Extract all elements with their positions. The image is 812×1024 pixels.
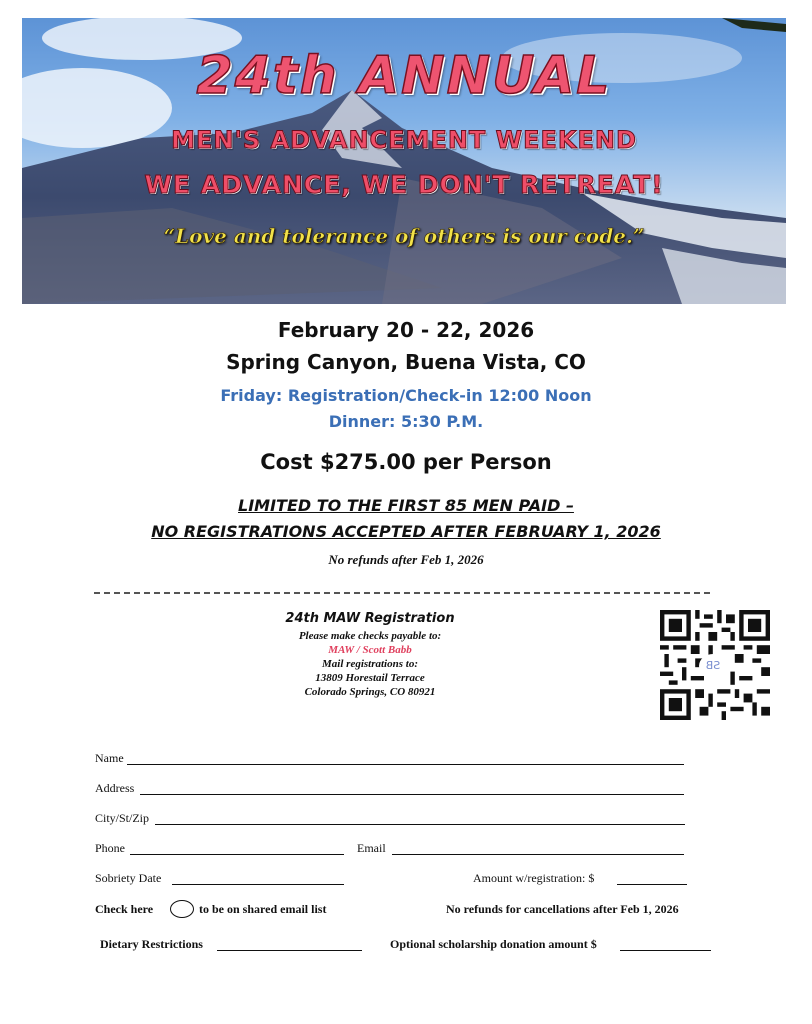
city-st-zip-field[interactable] xyxy=(155,824,685,825)
registration-time: Friday: Registration/Check-in 12:00 Noon xyxy=(220,386,592,405)
scholarship-field[interactable] xyxy=(620,950,711,951)
dietary-field[interactable] xyxy=(217,950,362,951)
address-field[interactable] xyxy=(140,794,684,795)
name-field[interactable] xyxy=(127,764,684,765)
email-label: Email xyxy=(357,841,386,855)
no-refunds-note: No refunds after Feb 1, 2026 xyxy=(328,552,484,567)
mail-city: Colorado Springs, CO 80921 xyxy=(304,686,436,698)
city-st-zip-label: City/St/Zip xyxy=(95,811,150,825)
banner-quote: “Love and tolerance of others is our code.” xyxy=(163,224,645,248)
event-cost: Cost $275.00 per Person xyxy=(260,450,552,474)
cut-line xyxy=(94,592,710,594)
banner-title: 24th ANNUAL xyxy=(196,46,612,106)
email-field[interactable] xyxy=(392,854,684,855)
address-label: Address xyxy=(95,781,135,795)
mail-street: 13809 Horestail Terrace xyxy=(315,672,425,684)
sobriety-date-field[interactable] xyxy=(172,884,344,885)
sobriety-date-label: Sobriety Date xyxy=(95,871,162,885)
banner-subtitle: MEN'S ADVANCEMENT WEEKEND xyxy=(171,126,637,154)
amount-field[interactable] xyxy=(617,884,687,885)
limit-notice-line1: LIMITED TO THE FIRST 85 MEN PAID – xyxy=(238,496,574,515)
check-here-label: Check here xyxy=(95,902,154,916)
mail-note: Mail registrations to: xyxy=(322,658,418,670)
header-banner xyxy=(22,18,786,304)
name-label: Name xyxy=(95,751,124,765)
amount-label: Amount w/registration: $ xyxy=(473,871,595,885)
event-dates: February 20 - 22, 2026 xyxy=(277,318,535,342)
phone-field[interactable] xyxy=(130,854,344,855)
cancellation-note: No refunds for cancellations after Feb 1, 2026 xyxy=(446,902,679,916)
banner-slogan: WE ADVANCE, WE DON'T RETREAT! xyxy=(144,170,664,199)
dinner-time: Dinner: 5:30 P.M. xyxy=(328,412,484,431)
qr-logo: SB xyxy=(699,654,727,678)
scholarship-label: Optional scholarship donation amount $ xyxy=(390,937,597,951)
shared-email-label: to be on shared email list xyxy=(199,902,327,916)
phone-label: Phone xyxy=(95,841,125,855)
payee: MAW / Scott Babb xyxy=(328,644,412,656)
shared-email-checkbox[interactable] xyxy=(170,900,194,918)
registration-title: 24th MAW Registration xyxy=(285,611,455,626)
limit-notice-line2: NO REGISTRATIONS ACCEPTED AFTER FEBRUARY 1, 2026 xyxy=(151,522,661,541)
event-location: Spring Canyon, Buena Vista, CO xyxy=(226,350,586,374)
checks-note: Please make checks payable to: xyxy=(298,630,442,642)
dietary-label: Dietary Restrictions xyxy=(100,937,203,951)
